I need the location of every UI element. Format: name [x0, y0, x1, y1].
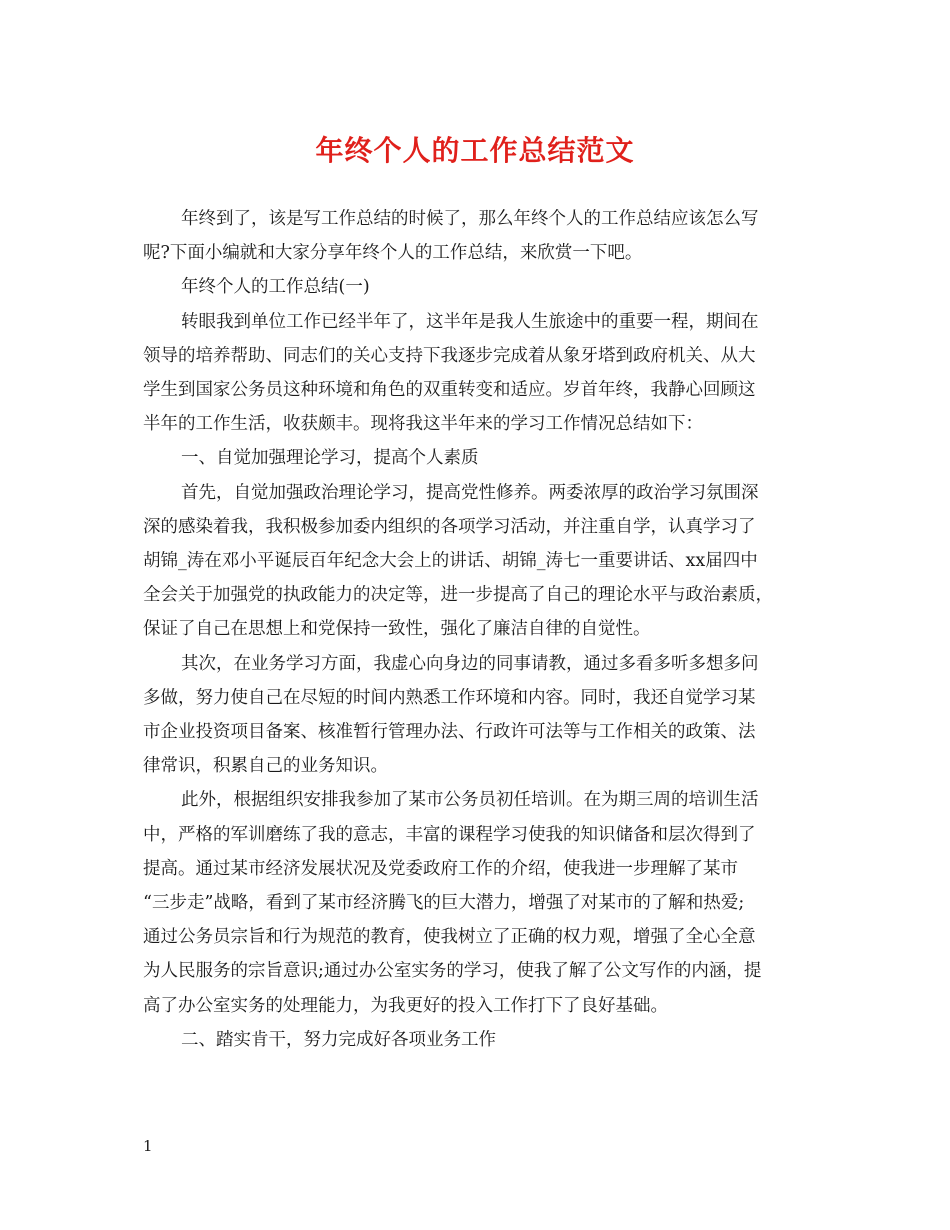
- text-line: 呢?下面小编就和大家分享年终个人的工作总结，来欣赏一下吧。: [143, 243, 643, 264]
- text-line: 深的感染着我，我积极参加委内组织的各项学习活动，并注重自学，认真学习了: [143, 516, 756, 537]
- text-line: 半年的工作生活，收获颇丰。现将我这半年来的学习工作情况总结如下：: [143, 414, 703, 435]
- document-body: [143, 202, 807, 1057]
- text-line: “三步走”战略，看到了某市经济腾飞的巨大潜力，增强了对某市的了解和热爱;: [143, 893, 745, 914]
- text-line: 律常识，积累自己的业务知识。: [143, 756, 388, 777]
- text-line: 首先，自觉加强政治理论学习，提高党性修养。两委浓厚的政治学习氛围深: [181, 482, 759, 503]
- document-title: 年终个人的工作总结范文: [315, 134, 635, 167]
- page-number: 1: [143, 1137, 153, 1155]
- text-line: 高了办公室实务的处理能力，为我更好的投入工作打下了良好基础。: [143, 995, 668, 1016]
- text-line: 年终到了，该是写工作总结的时候了，那么年终个人的工作总结应该怎么写: [181, 209, 759, 229]
- text-line: 通过公务员宗旨和行为规范的教育，使我树立了正确的权力观，增强了全心全意: [143, 927, 756, 948]
- intro-paragraph: [143, 202, 807, 270]
- body-paragraph: [143, 476, 807, 647]
- text-line: 全会关于加强党的执政能力的决定等，进一步提高了自己的理论水平与政治素质，: [143, 585, 773, 606]
- text-line: 胡锦_涛在邓小平诞辰百年纪念大会上的讲话、胡锦_涛七一重要讲话、xx届四中: [143, 551, 758, 572]
- body-paragraph: [143, 647, 807, 784]
- subsection-heading: 一、自觉加强理论学习，提高个人素质: [181, 448, 479, 469]
- text-line: 领导的培养帮助、同志们的关心支持下我逐步完成着从象牙塔到政府机关、从大: [143, 345, 756, 366]
- text-line: 其次，在业务学习方面，我虚心向身边的同事请教，通过多看多听多想多问: [181, 653, 759, 674]
- text-line: 保证了自己在思想上和党保持一致性，强化了廉洁自律的自觉性。: [143, 619, 651, 640]
- text-line: 转眼我到单位工作已经半年了，这半年是我人生旅途中的重要一程，期间在: [181, 311, 759, 332]
- subsection-heading: 二、踏实肯干，努力完成好各项业务工作: [181, 1029, 496, 1050]
- text-line: 此外，根据组织安排我参加了某市公务员初任培训。在为期三周的培训生活: [181, 790, 759, 811]
- text-line: 多做，努力使自己在尽短的时间内熟悉工作环境和内容。同时，我还自觉学习某: [143, 687, 756, 708]
- text-line: 为人民服务的宗旨意识;通过办公室实务的学习，使我了解了公文写作的内涵，提: [143, 961, 762, 982]
- section-heading: 年终个人的工作总结(一): [181, 277, 370, 298]
- text-line: 提高。通过某市经济发展状况及党委政府工作的介绍，使我进一步理解了某市: [143, 858, 738, 879]
- body-paragraph: [143, 305, 807, 442]
- text-line: 学生到国家公务员这种环境和角色的双重转变和适应。岁首年终，我静心回顾这: [143, 380, 756, 401]
- text-line: 中，严格的军训磨练了我的意志，丰富的课程学习使我的知识储备和层次得到了: [143, 824, 756, 845]
- text-line: 市企业投资项目备案、核准暂行管理办法、行政许可法等与工作相关的政策、法: [143, 722, 756, 743]
- body-paragraph: [143, 783, 807, 1022]
